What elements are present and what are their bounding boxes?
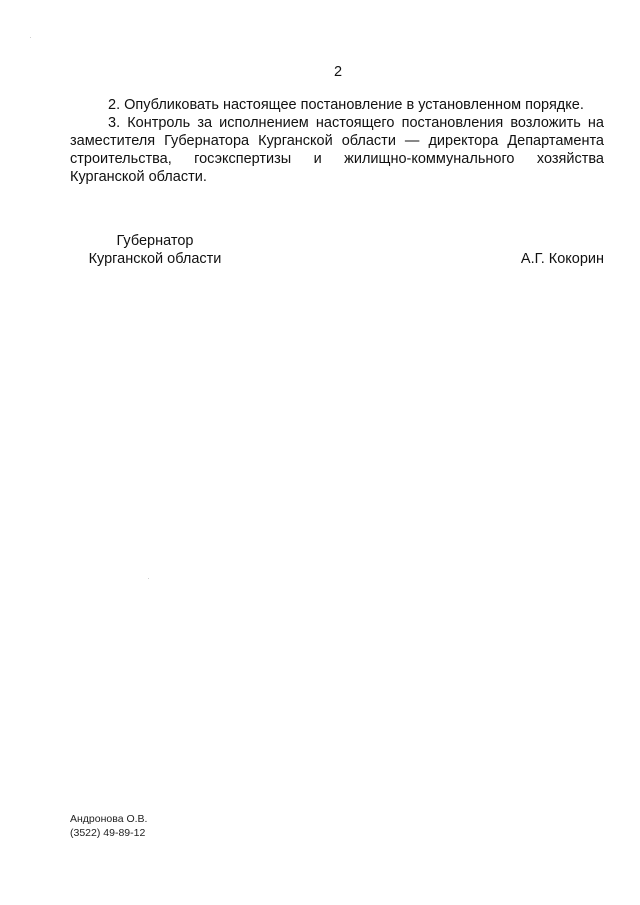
signatory-name: А.Г. Кокорин: [520, 251, 604, 267]
scan-speck: [30, 37, 31, 38]
executor-name: Андронова О.В.: [70, 813, 148, 825]
signatory-position-line1: Губернатор: [116, 233, 194, 249]
document-body: [70, 96, 604, 186]
signatory-position-line2: Курганской области: [88, 251, 222, 267]
paragraph-publish: 2. Опубликовать настоящее постановление в установленном порядке.: [108, 97, 584, 113]
signatory-position: [80, 232, 230, 268]
executor-phone: (3522) 49-89-12: [70, 827, 146, 839]
scan-speck: [148, 578, 149, 579]
paragraph-control: 3. Контроль за исполнением настоящего постановления возложить на заместителя Губернатора Курганской области — директора Департамента строительства, госэкспертизы и жилищно-коммунального хозяйства Курганской области.: [70, 115, 604, 185]
signature-block: [70, 232, 604, 272]
page-number: 2: [333, 64, 343, 80]
executor-info: [70, 812, 147, 840]
